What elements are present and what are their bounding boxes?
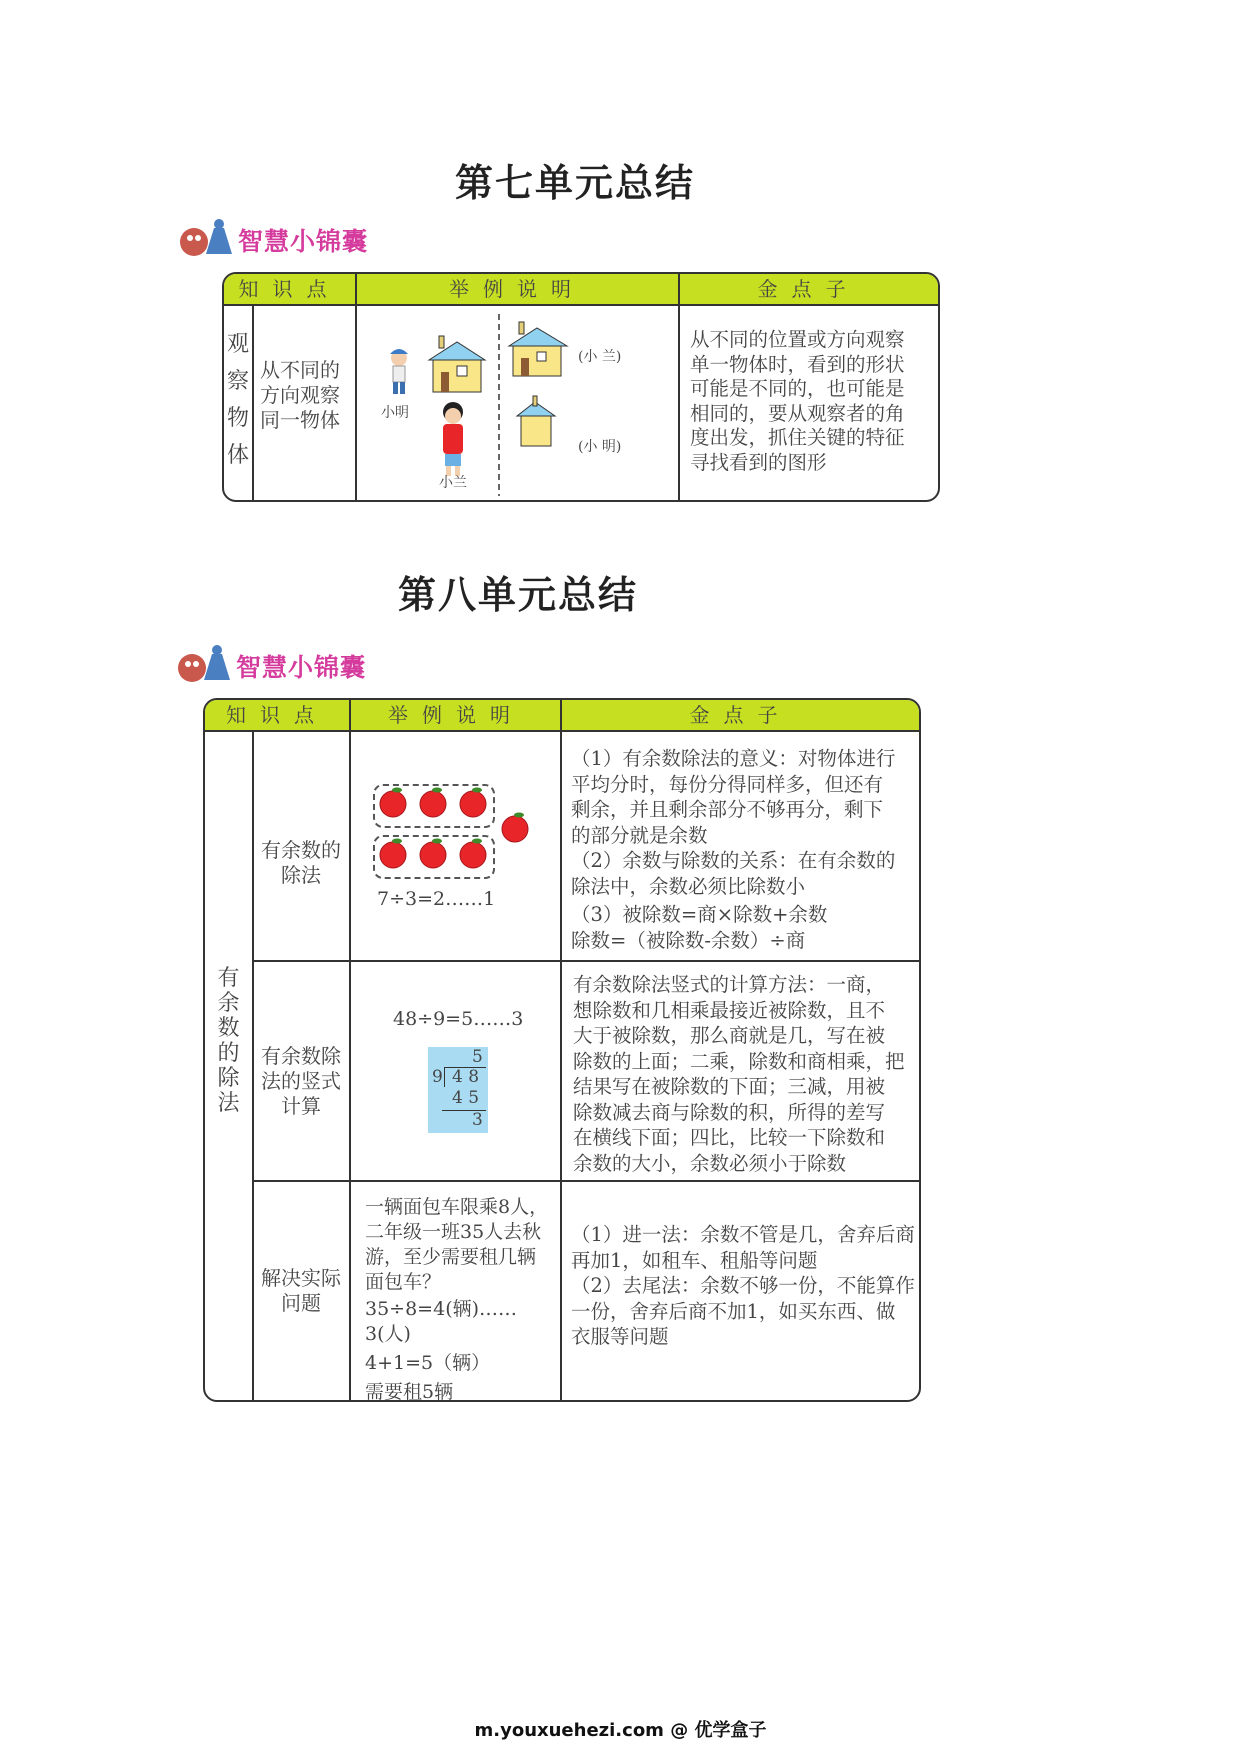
unit8-table xyxy=(203,698,921,1402)
row2-equation: 48÷9=5……3 xyxy=(393,1008,524,1030)
ld-divisor: 9 xyxy=(432,1067,443,1087)
apples xyxy=(365,778,565,888)
header-example: 举例说明 xyxy=(388,703,524,727)
header-tip: 金点子 xyxy=(757,277,860,301)
header-tip: 金点子 xyxy=(689,703,792,727)
house-front xyxy=(429,336,485,392)
row1-knowledge: 有余数的 除法 xyxy=(261,838,341,887)
house-view-xiaolan xyxy=(509,322,567,376)
row1-equation: 7÷3=2……1 xyxy=(377,888,496,910)
badge-text: 智慧小锦囊 xyxy=(236,653,367,682)
unit7-topic: 观 察 物 体 xyxy=(226,332,249,468)
label-xiaolan: 小兰 xyxy=(439,475,467,491)
unit7-badge xyxy=(176,214,436,264)
badge-text: 智慧小锦囊 xyxy=(238,227,369,256)
house-view-xiaoming xyxy=(517,396,555,446)
row2-tip: 有余数除法竖式的计算方法：一商， 想除数和几相乘最接近被除数，且不 大于被除数，那么商就是几，写在被 除数的上面；二乘，除数和商相乘，把 结果写在被除数的下面；三减，用被 除数减去商与除数的积，所得的差写 在横线下面；四比，比较一下除数和 余数的大小，余数必须小于除数 xyxy=(573,973,905,1175)
unit7-tip: 从不同的位置或方向观察 单一物体时，看到的形状 可能是不同的，也可能是 相同的，要从观察者的角 度出发，抓住关键的特征 寻找看到的图形 xyxy=(690,328,905,474)
long-division xyxy=(428,1047,488,1133)
header-knowledge: 知识点 xyxy=(238,277,341,301)
unit7-table xyxy=(222,272,940,502)
ld-product: 4 5 xyxy=(452,1088,480,1108)
ld-quotient: 5 xyxy=(472,1047,483,1067)
label-xiaolan-view: (小 兰) xyxy=(578,349,622,365)
ld-dividend: 4 8 xyxy=(452,1067,480,1087)
label-xiaoming-view: (小 明) xyxy=(578,439,622,455)
label-xiaoming: 小明 xyxy=(381,405,409,421)
pouch-icon xyxy=(176,214,236,260)
unit7-table-header xyxy=(224,274,938,306)
girl-figure xyxy=(443,402,463,476)
row3-example: 一辆面包车限乘8人， 二年级一班35人去秋 游，至少需要租几辆 面包车？ 35÷8=4(辆)……3(人) 4+1=5（辆） 需要租5辆 xyxy=(365,1196,549,1402)
header-knowledge: 知识点 xyxy=(226,703,328,727)
header-example: 举例说明 xyxy=(449,277,585,301)
row2-knowledge: 有余数除 法的竖式 计算 xyxy=(261,1044,341,1118)
boy-figure xyxy=(390,349,408,394)
unit8-topic: 有 余 数 的 除 法 xyxy=(217,966,240,1116)
unit8-title: 第八单元总结 xyxy=(398,573,639,617)
unit7-title: 第七单元总结 xyxy=(455,161,696,205)
footer-watermark: m.youxuehezi.com @ 优学盒子 xyxy=(474,1720,767,1741)
pouch-icon xyxy=(174,640,234,686)
unit8-badge xyxy=(174,640,434,690)
unit8-table-header xyxy=(205,700,919,732)
unit7-knowledge: 从不同的 方向观察 同一物体 xyxy=(260,358,340,432)
row3-knowledge: 解决实际 问题 xyxy=(261,1266,341,1315)
row1-tip: （1）有余数除法的意义：对物体进行 平均分时，每份分得同样多，但还有 剩余，并且剩余部分不够再分，剩下 的部分就是余数 （2）余数与除数的关系：在有余数的 除法中，余数必须比除数小 （3）被除数=商×除数+余数 除数=（被除数-余数）÷商 xyxy=(571,747,896,952)
ld-remainder: 3 xyxy=(472,1110,483,1130)
row3-tip: （1）进一法：余数不管是几，舍弃后商 再加1，如租车、租船等问题 （2）去尾法：余数不够一份，不能算作 一份，舍弃后商不加1，如买东西、做 衣服等问题 xyxy=(571,1223,915,1348)
